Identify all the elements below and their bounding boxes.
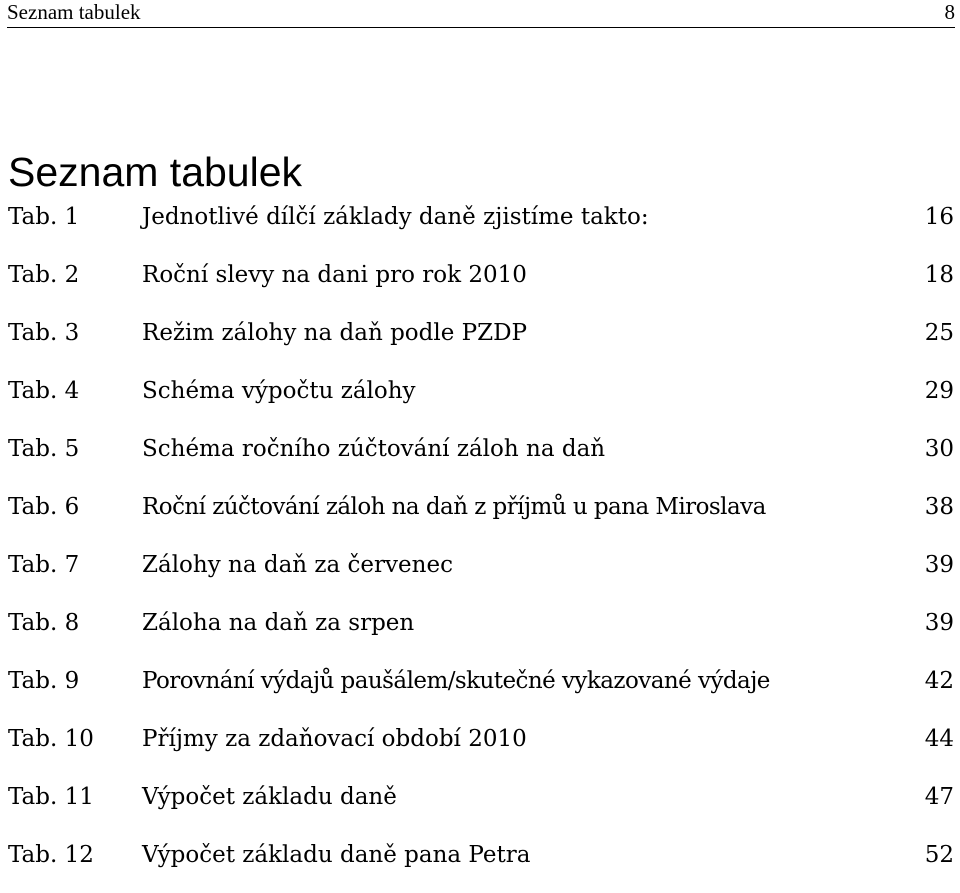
table-page-number: 39 bbox=[924, 610, 954, 636]
table-label: Tab. 7 bbox=[8, 552, 80, 578]
table-page-number: 39 bbox=[924, 552, 954, 578]
running-header-title: Seznam tabulek bbox=[7, 0, 141, 24]
table-label: Tab. 8 bbox=[8, 610, 80, 636]
table-label: Tab. 12 bbox=[8, 842, 94, 868]
table-caption: Jednotlivé dílčí základy daně zjistíme takto: bbox=[142, 204, 649, 230]
page-title: Seznam tabulek bbox=[8, 149, 303, 196]
table-label: Tab. 10 bbox=[8, 726, 94, 752]
toc-entry[interactable] bbox=[0, 429, 960, 487]
toc-entry[interactable] bbox=[0, 255, 960, 313]
table-list bbox=[0, 197, 960, 893]
table-label: Tab. 5 bbox=[8, 436, 80, 462]
table-label: Tab. 1 bbox=[8, 204, 80, 230]
toc-entry[interactable] bbox=[0, 313, 960, 371]
toc-entry[interactable] bbox=[0, 487, 960, 545]
toc-entry[interactable] bbox=[0, 371, 960, 429]
table-caption: Příjmy za zdaňovací období 2010 bbox=[142, 726, 527, 752]
toc-entry[interactable] bbox=[0, 661, 960, 719]
table-page-number: 52 bbox=[924, 842, 954, 868]
table-page-number: 42 bbox=[924, 668, 954, 694]
table-page-number: 25 bbox=[924, 320, 954, 346]
table-caption: Výpočet základu daně bbox=[142, 784, 397, 810]
table-label: Tab. 2 bbox=[8, 262, 80, 288]
table-caption: Režim zálohy na daň podle PZDP bbox=[142, 320, 528, 346]
table-label: Tab. 9 bbox=[8, 668, 80, 694]
running-header bbox=[7, 0, 955, 28]
table-label: Tab. 4 bbox=[8, 378, 80, 404]
table-page-number: 18 bbox=[924, 262, 954, 288]
table-page-number: 47 bbox=[924, 784, 954, 810]
toc-entry[interactable] bbox=[0, 545, 960, 603]
table-page-number: 30 bbox=[924, 436, 954, 462]
table-page-number: 38 bbox=[924, 494, 954, 520]
toc-entry[interactable] bbox=[0, 719, 960, 777]
table-page-number: 44 bbox=[924, 726, 954, 752]
table-caption: Schéma výpočtu zálohy bbox=[142, 378, 416, 404]
table-caption: Roční slevy na dani pro rok 2010 bbox=[142, 262, 527, 288]
table-caption: Výpočet základu daně pana Petra bbox=[142, 842, 531, 868]
toc-entry[interactable] bbox=[0, 777, 960, 835]
table-page-number: 16 bbox=[924, 204, 954, 230]
toc-entry[interactable] bbox=[0, 835, 960, 893]
table-label: Tab. 3 bbox=[8, 320, 80, 346]
page-number: 8 bbox=[944, 0, 955, 24]
table-caption: Záloha na daň za srpen bbox=[142, 610, 415, 636]
table-page-number: 29 bbox=[924, 378, 954, 404]
table-label: Tab. 6 bbox=[8, 494, 80, 520]
table-caption: Porovnání výdajů paušálem/skutečné vykazované výdaje bbox=[142, 668, 770, 694]
toc-entry[interactable] bbox=[0, 603, 960, 661]
table-caption: Roční zúčtování záloh na daň z příjmů u pana Miroslava bbox=[142, 494, 766, 520]
table-caption: Zálohy na daň za červenec bbox=[142, 552, 453, 578]
table-caption: Schéma ročního zúčtování záloh na daň bbox=[142, 436, 606, 462]
toc-entry[interactable] bbox=[0, 197, 960, 255]
table-label: Tab. 11 bbox=[8, 784, 94, 810]
